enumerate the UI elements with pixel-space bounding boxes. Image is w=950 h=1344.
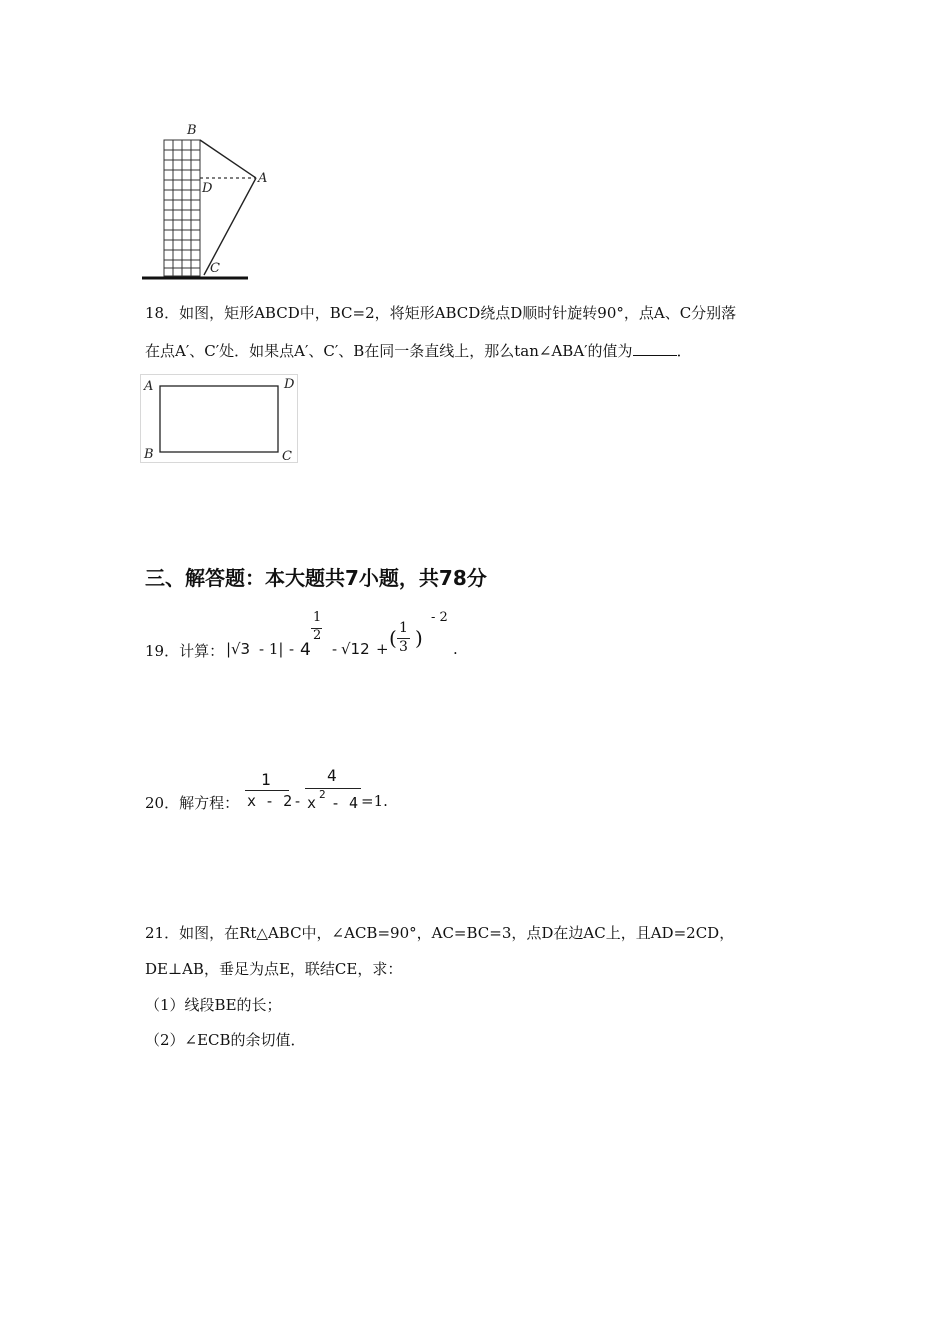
q19-sqrt12: √12 (341, 640, 370, 658)
q19-minus-b: - (332, 640, 338, 658)
q18-line2-end: ． (676, 342, 692, 360)
q19-paren-close: ) (415, 626, 423, 650)
rect-label-B: B (144, 447, 154, 462)
q19-plus: + (376, 640, 389, 658)
q21-line1: 21．如图，在Rt△ABC中，∠ACB=90°，AC=BC=3，点D在边AC上，且AD=2CD， (145, 924, 735, 942)
q19-end: . (453, 640, 458, 658)
q19-exp-num: 1 (313, 610, 322, 625)
rect-label-A: A (144, 379, 154, 394)
q19-base4: 4 (300, 640, 311, 660)
rect-label-C: C (282, 449, 292, 464)
label-B: B (187, 123, 197, 138)
q20-f1-bar (245, 790, 289, 791)
rect-label-D: D (284, 377, 295, 392)
q18-line2-text: 在点A′、C′处．如果点A′、C′、B在同一条直线上，那么tan∠ABA′的值为 (145, 342, 633, 360)
q21-part1: （1）线段BE的长； (145, 996, 282, 1014)
q21-line2: DE⊥AB，垂足为点E，联结CE，求： (145, 960, 403, 978)
q20-f1-den: x - 2 (247, 792, 293, 810)
q20-rhs: =1. (361, 792, 388, 810)
q19-abs-open: | (226, 640, 232, 658)
q19-paren-open: ( (389, 626, 397, 650)
q18-figure (140, 374, 300, 464)
q19-frac-num: 1 (399, 620, 408, 636)
label-C: C (210, 261, 220, 276)
label-D: D (202, 181, 213, 196)
answer-blank (633, 341, 677, 356)
q20-f2-den-x: x (307, 794, 317, 812)
q21-part2: （2）∠ECB的余切值． (145, 1031, 306, 1049)
q19-minus1: - 1| (259, 640, 284, 658)
q20-f2-den-exp: 2 (319, 788, 326, 801)
q19-frac-den: 3 (399, 639, 408, 655)
q20-f2-bar (305, 788, 361, 789)
q17-figure (140, 120, 280, 285)
section-heading: 三、解答题：本大题共7小题，共78分 (145, 566, 487, 590)
q19-exp-den: 2 (313, 628, 322, 643)
q19-prefix: 19．计算： (145, 642, 225, 660)
q20-f1-num: 1 (261, 770, 271, 789)
q18-line1: 18．如图，矩形ABCD中，BC=2，将矩形ABCD绕点D顺时针旋转90°，点A、C分别落 (145, 304, 737, 322)
q19-sqrt3: √3 (231, 640, 251, 658)
q20-f2-num: 4 (327, 766, 337, 785)
q19-exp-neg2: - 2 (431, 610, 448, 625)
q20-prefix: 20．解方程： (145, 794, 240, 812)
q20-minus: - (295, 792, 301, 810)
label-A: A (258, 171, 268, 186)
q20-f2-den-rest: - 4 (331, 794, 359, 812)
q19-minus-a: - (289, 640, 295, 658)
q18-line2 (145, 340, 692, 361)
